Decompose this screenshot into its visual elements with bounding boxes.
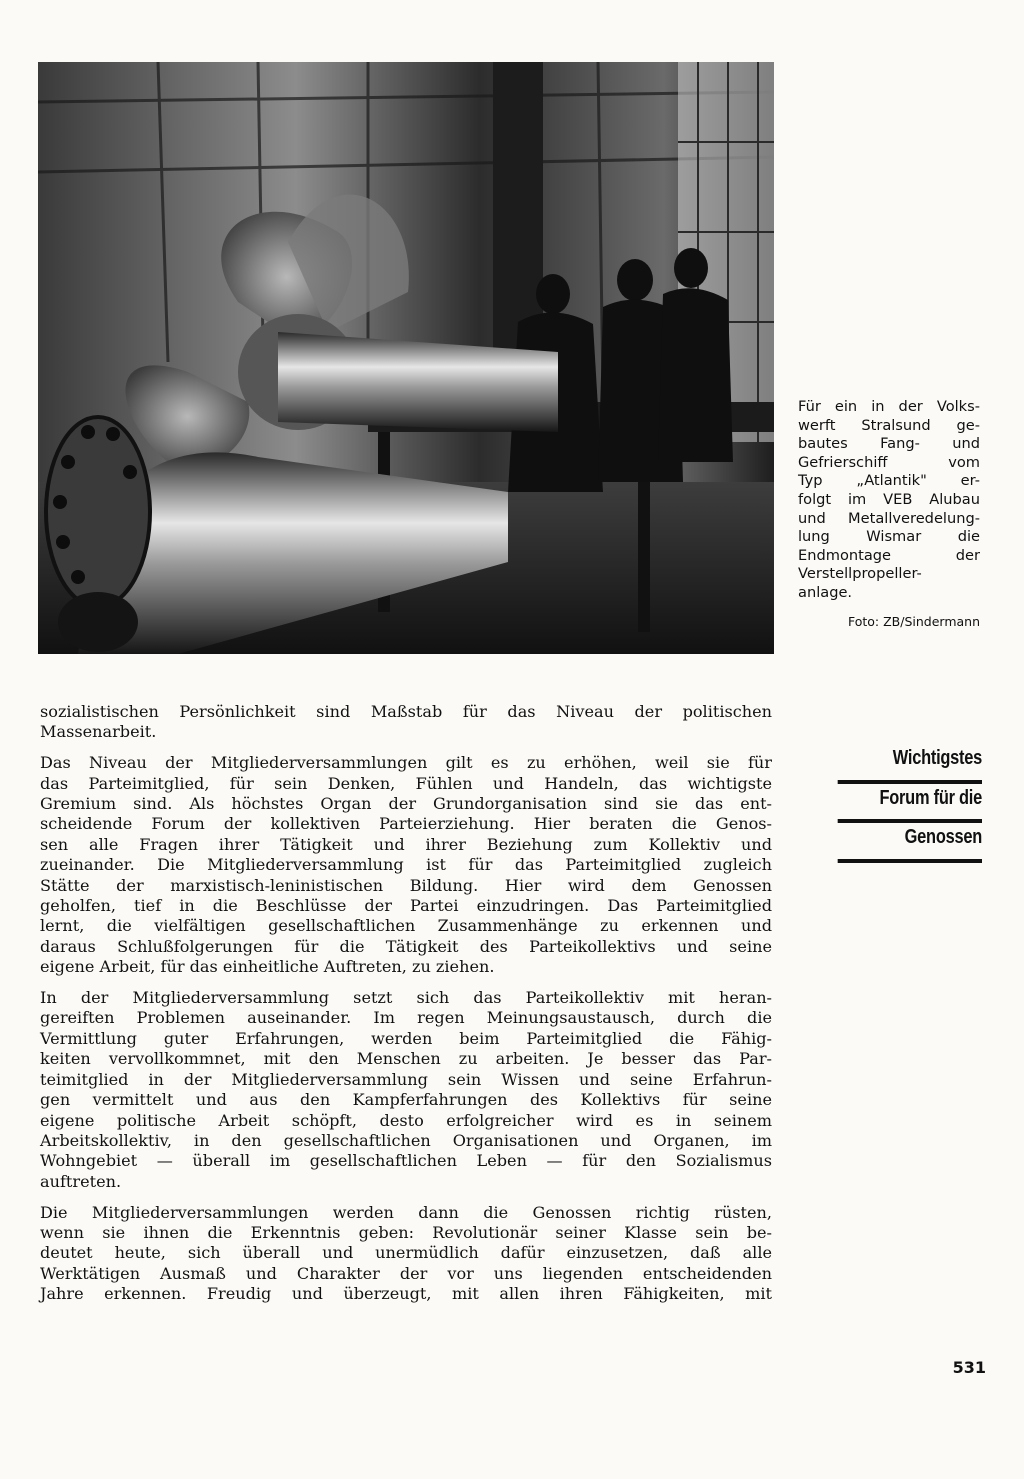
- caption-line: lung Wismar die: [798, 528, 980, 546]
- text-line: auftreten.: [40, 1171, 122, 1191]
- text-line: Wohngebiet — überall im gesellschaftlichen Leben — für den Sozialismus: [40, 1151, 772, 1171]
- sidebar-heading-line: Wichtigstes: [838, 744, 982, 784]
- photo-credit: Foto: ZB/Sindermann: [847, 614, 980, 629]
- caption-line: bautes Fang- und: [798, 435, 980, 453]
- text-line: Arbeitskollektiv, in den gesellschaftlichen Organisationen und Organen, im: [40, 1130, 772, 1150]
- text-line: sozialistischen Persönlichkeit sind Maßstab für das Niveau der politischen: [40, 702, 772, 721]
- sidebar-heading-line: Forum für die: [838, 784, 982, 824]
- sidebar-heading: [806, 744, 982, 863]
- text-line: eigene Arbeit, für das einheitliche Auftreten, zu ziehen.: [40, 957, 495, 977]
- text-line: Stätte der marxistisch-leninistischen Bildung. Hier wird dem Genossen: [40, 875, 772, 895]
- text-line: scheidende Forum der kollektiven Parteierziehung. Hier beraten die Genos-: [40, 814, 772, 834]
- caption-line: folgt im VEB Alubau: [798, 490, 980, 508]
- sidebar-heading-line: Genossen: [838, 823, 982, 863]
- text-line: keiten vervollkommnet, mit den Menschen zu arbeiten. Je besser das Par-: [40, 1049, 772, 1069]
- text-line: das Parteimitglied, für sein Denken, Fühlen und Handeln, das wichtigste: [40, 773, 772, 793]
- text-line: In der Mitgliederversammlung setzt sich das Parteikollektiv mit heran-: [40, 988, 772, 1008]
- text-line: eigene politische Arbeit schöpft, desto erfolgreicher wird es in seinem: [40, 1110, 772, 1130]
- text-line: teimitglied in der Mitgliederversammlung sein Wissen und seine Erfahrun-: [40, 1069, 772, 1089]
- propeller-shaft-photo-icon: [38, 62, 774, 654]
- text-line: zueinander. Die Mitgliederversammlung ist für das Parteimitglied zugleich: [40, 855, 772, 875]
- text-line: Das Niveau der Mitgliederversammlungen gilt es zu erhöhen, weil sie für: [40, 753, 772, 773]
- caption-line: Verstellpropeller-: [798, 565, 922, 583]
- text-line: gen vermittelt und aus den Kampferfahrungen des Kollektivs für seine: [40, 1090, 772, 1110]
- page-number: 531: [952, 1358, 986, 1377]
- paragraph: [40, 988, 772, 1192]
- paragraph: [40, 702, 772, 743]
- factory-photo: [38, 62, 774, 654]
- text-line: Gremium sind. Als höchstes Organ der Grundorganisation sind sie das ent-: [40, 794, 772, 814]
- text-line: sen alle Fragen ihrer Tätigkeit und ihrer Beziehung zum Kollektiv und: [40, 834, 772, 854]
- caption-line: anlage.: [798, 583, 853, 601]
- article-body: [40, 702, 772, 1315]
- text-line: Die Mitgliederversammlungen werden dann die Genossen richtig rüsten,: [40, 1202, 772, 1222]
- caption-line: Typ „Atlantik" er-: [798, 472, 980, 490]
- text-line: daraus Schlußfolgerungen für die Tätigkeit des Parteikollektivs und seine: [40, 936, 772, 956]
- text-line: deutet heute, sich überall und unermüdlich dafür einzusetzen, daß alle: [40, 1243, 772, 1263]
- caption-line: Gefrierschiff vom: [798, 453, 980, 471]
- text-line: Vermittlung guter Erfahrungen, werden beim Parteimitglied die Fähig-: [40, 1028, 772, 1048]
- caption-line: Für ein in der Volks-: [798, 398, 980, 415]
- photo-caption: [798, 398, 980, 603]
- text-line: Jahre erkennen. Freudig und überzeugt, mit allen ihren Fähigkeiten, mit: [40, 1284, 772, 1304]
- text-line: gereiften Problemen auseinander. Im regen Meinungsaustausch, durch die: [40, 1008, 772, 1028]
- text-line: geholfen, tief in die Beschlüsse der Partei einzudringen. Das Parteimitglied: [40, 896, 772, 916]
- caption-line: werft Stralsund ge-: [798, 416, 980, 434]
- text-line: lernt, die vielfältigen gesellschaftlichen Zusammenhänge zu erkennen und: [40, 916, 772, 936]
- caption-line: und Metallveredelung-: [798, 509, 980, 527]
- text-line: wenn sie ihnen die Erkenntnis geben: Revolutionär seiner Klasse sein be-: [40, 1222, 772, 1242]
- text-line: Werktätigen Ausmaß und Charakter der vor uns liegenden entscheidenden: [40, 1263, 772, 1283]
- paragraph: [40, 753, 772, 977]
- caption-line: Endmontage der: [798, 546, 980, 564]
- text-line: Massenarbeit.: [40, 722, 157, 742]
- paragraph: [40, 1203, 772, 1305]
